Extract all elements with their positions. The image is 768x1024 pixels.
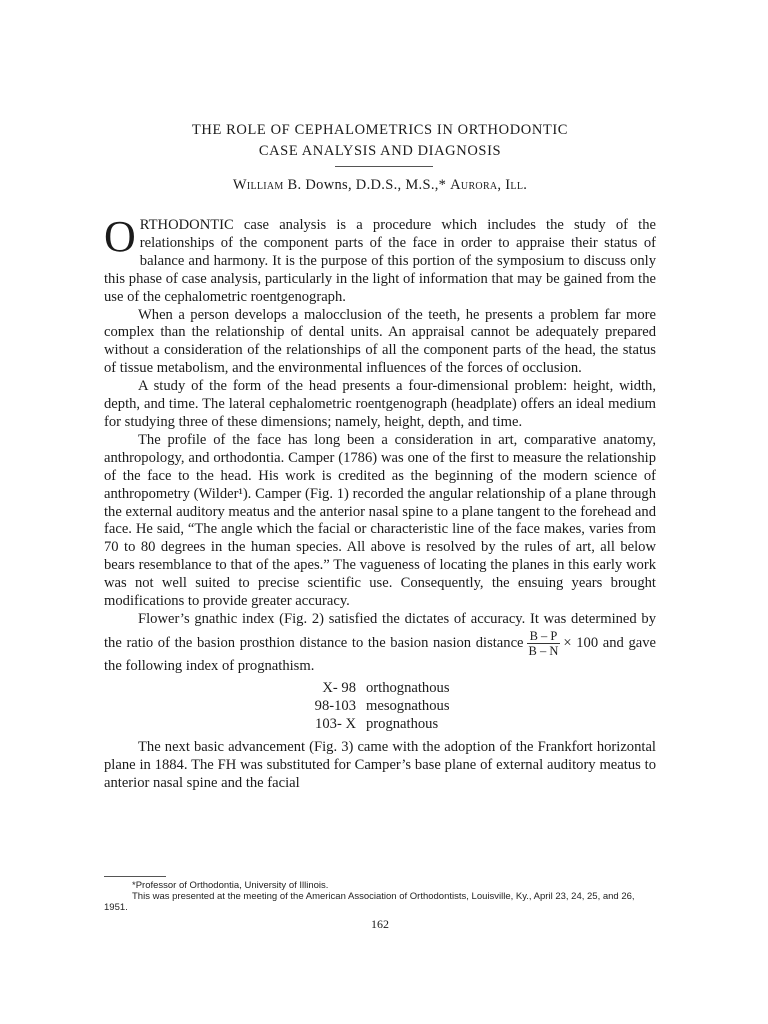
gnathic-fraction [527, 629, 561, 658]
paragraph-6: The next basic advancement (Fig. 3) came with the adoption of the Frankfort horizontal plane in 1884. The FH was substituted for Camper’s base plane of external auditory meatus to anterior nasal spine and the facial [104, 739, 656, 792]
paragraph-2: When a person develops a malocclusion of the teeth, he presents a problem far more complex than the relationship of dental units. An appraisal cannot be adequately prepared without a consideration of the relationships of all the component parts of the head, the status of tissue metabolism, and the environmental influences of the forces of occlusion. [104, 306, 656, 377]
footnotes [104, 880, 656, 913]
index-row [284, 680, 656, 698]
title-divider [335, 166, 433, 167]
index-row [284, 698, 656, 716]
index-range: 98-103 [314, 697, 356, 714]
footnote-affiliation: *Professor of Orthodontia, University of Illinois. [132, 880, 329, 891]
article-title [104, 120, 656, 162]
paragraph-4: The profile of the face has long been a consideration in art, comparative anatomy, anthropology, and orthodontia. Camper (1786) was one of the first to measure the relationship of the face to the head. His work is credited as the beginning of the modern science of anthropometry (Wilder¹). Camper (Fig. 1) recorded the angular relationship of a plane through the external auditory meatus and the anterior nasal spine to a plane tangent to the forehead and face. He said, “The angle which the facial or characteristic line of the face makes, varies from 70 to 80 degrees in the human species. All above is resolved by the rules of art, all below bears resemblance to that of the apes.” The vagueness of locating the planes in this early work was not well suited to precise scientific use. Consequently, the ensuing years brought modifications to provide greater accuracy. [104, 431, 656, 610]
paragraph-5-text-a: Flower’s gnathic index (Fig. 2) satisfied the dictates of accuracy. It was determined by the ratio of the basion prosthion distance to the basion nasion distance [104, 610, 656, 651]
title-line-1: THE ROLE OF CEPHALOMETRICS IN ORTHODONTIC [191, 122, 569, 138]
page-number: 162 [371, 917, 389, 931]
index-label: prognathous [366, 715, 439, 732]
footnote-divider [104, 876, 166, 877]
paragraph-1 [104, 212, 656, 307]
article-body [104, 212, 656, 793]
fraction-denominator: B – N [528, 643, 559, 658]
index-label: mesognathous [366, 697, 450, 714]
paragraph-5-text-b: × 100 and gave the following index of prognathism. [104, 634, 656, 674]
index-label: orthognathous [366, 679, 450, 696]
index-row [284, 716, 656, 734]
paragraph-1-text: RTHODONTIC case analysis is a procedure which includes the study of the relationships of the component parts of the face in order to appraise their status of balance and harmony. It is the purpose of this portion of the symposium to discuss only this phase of case analysis, particularly in the light of information that may be gained from the use of the cephalometric roentgenograph. [104, 217, 656, 305]
author-name-rest: B. Downs, D.D.S., M.S.,* [283, 177, 451, 193]
paragraph-5 [104, 611, 656, 676]
footnote-presentation: This was presented at the meeting of the American Association of Orthodontists, Louisville, Ky., April 23, 24, 25, and 26, 1951. [104, 891, 635, 913]
title-line-2: CASE ANALYSIS AND DIAGNOSIS [258, 143, 502, 159]
prognathism-index-table [284, 680, 656, 734]
index-range: X- 98 [322, 679, 356, 696]
drop-cap: O [104, 212, 136, 261]
fraction-numerator: B – P [527, 629, 561, 644]
paragraph-3: A study of the form of the head presents a four-dimensional problem: height, width, depth, and time. The lateral cephalometric roentgenograph (headplate) offers an ideal medium for studying three of these dimensions; namely, height, depth, and time. [104, 378, 656, 430]
author-first-name: William [232, 177, 284, 193]
author-location: Aurora, Ill. [450, 177, 528, 193]
author-byline [104, 177, 656, 194]
index-range: 103- X [315, 715, 356, 732]
